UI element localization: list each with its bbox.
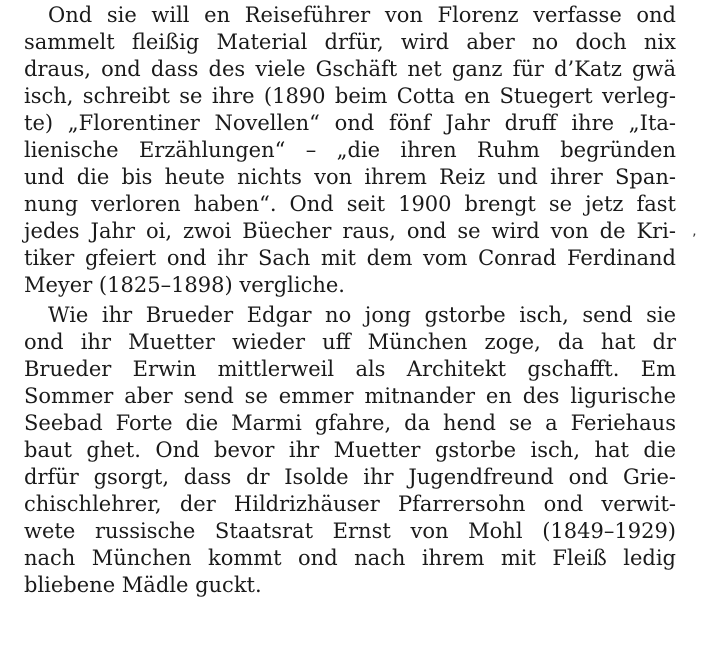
text-line: drfür gsorgt, dass dr Isolde ihr Jugendfreund ond Grie-: [24, 464, 676, 489]
text-line: Ond sie will en Reiseführer von Florenz verfasse ond: [48, 3, 676, 27]
text-line: sammelt fleißig Material drfür, wird aber no doch nix: [24, 30, 676, 55]
text-line: baut ghet. Ond bevor ihr Muetter gstorbe isch, hat die: [24, 437, 676, 462]
text-line: jedes Jahr oi, zwoi Büecher raus, ond se wird von de Kri-: [24, 219, 676, 244]
text-line: nach München kommt ond nach ihrem mit Fleiß ledig: [24, 545, 676, 570]
text-line: tiker gfeiert ond ihr Sach mit dem vom Conrad Ferdinand: [24, 246, 676, 271]
text-line: draus, ond dass des viele Gschäft net ganz für d’Katz gwä: [24, 57, 676, 82]
text-line: isch, schreibt se ihre (1890 beim Cotta en Stuegert verleg-: [24, 84, 676, 109]
text-line: wete russische Staatsrat Ernst von Mohl (1849–1929): [24, 518, 676, 543]
text-line: nung verloren haben“. Ond seit 1900 brengt se jetz fast: [24, 192, 676, 217]
paragraph-1: [24, 2, 676, 300]
text-line: Wie ihr Brueder Edgar no jong gstorbe isch, send sie: [48, 302, 676, 327]
paragraph-2: [24, 302, 676, 600]
text-line: ond ihr Muetter wieder uff München zoge, da hat dr: [24, 329, 676, 354]
text-page: [24, 2, 676, 599]
text-line: lienische Erzählungen“ – „die ihren Ruhm begründen: [24, 138, 676, 163]
text-line: Brueder Erwin mittlerweil als Architekt gschafft. Em: [24, 356, 676, 381]
margin-mark: ’: [692, 232, 697, 248]
text-line: Meyer (1825–1898) vergliche.: [24, 273, 345, 298]
text-line: bliebene Mädle guckt.: [24, 572, 262, 597]
text-line: Seebad Forte die Marmi gfahre, da hend se a Feriehaus: [24, 410, 676, 435]
text-line: te) „Florentiner Novellen“ ond fönf Jahr druff ihre „Ita-: [24, 111, 676, 136]
text-line: chischlehrer, der Hildrizhäuser Pfarrersohn ond verwit-: [24, 491, 676, 516]
text-line: Sommer aber send se emmer mitnander en des ligurische: [24, 383, 676, 408]
text-line: und die bis heute nichts von ihrem Reiz und ihrer Span-: [24, 165, 676, 190]
